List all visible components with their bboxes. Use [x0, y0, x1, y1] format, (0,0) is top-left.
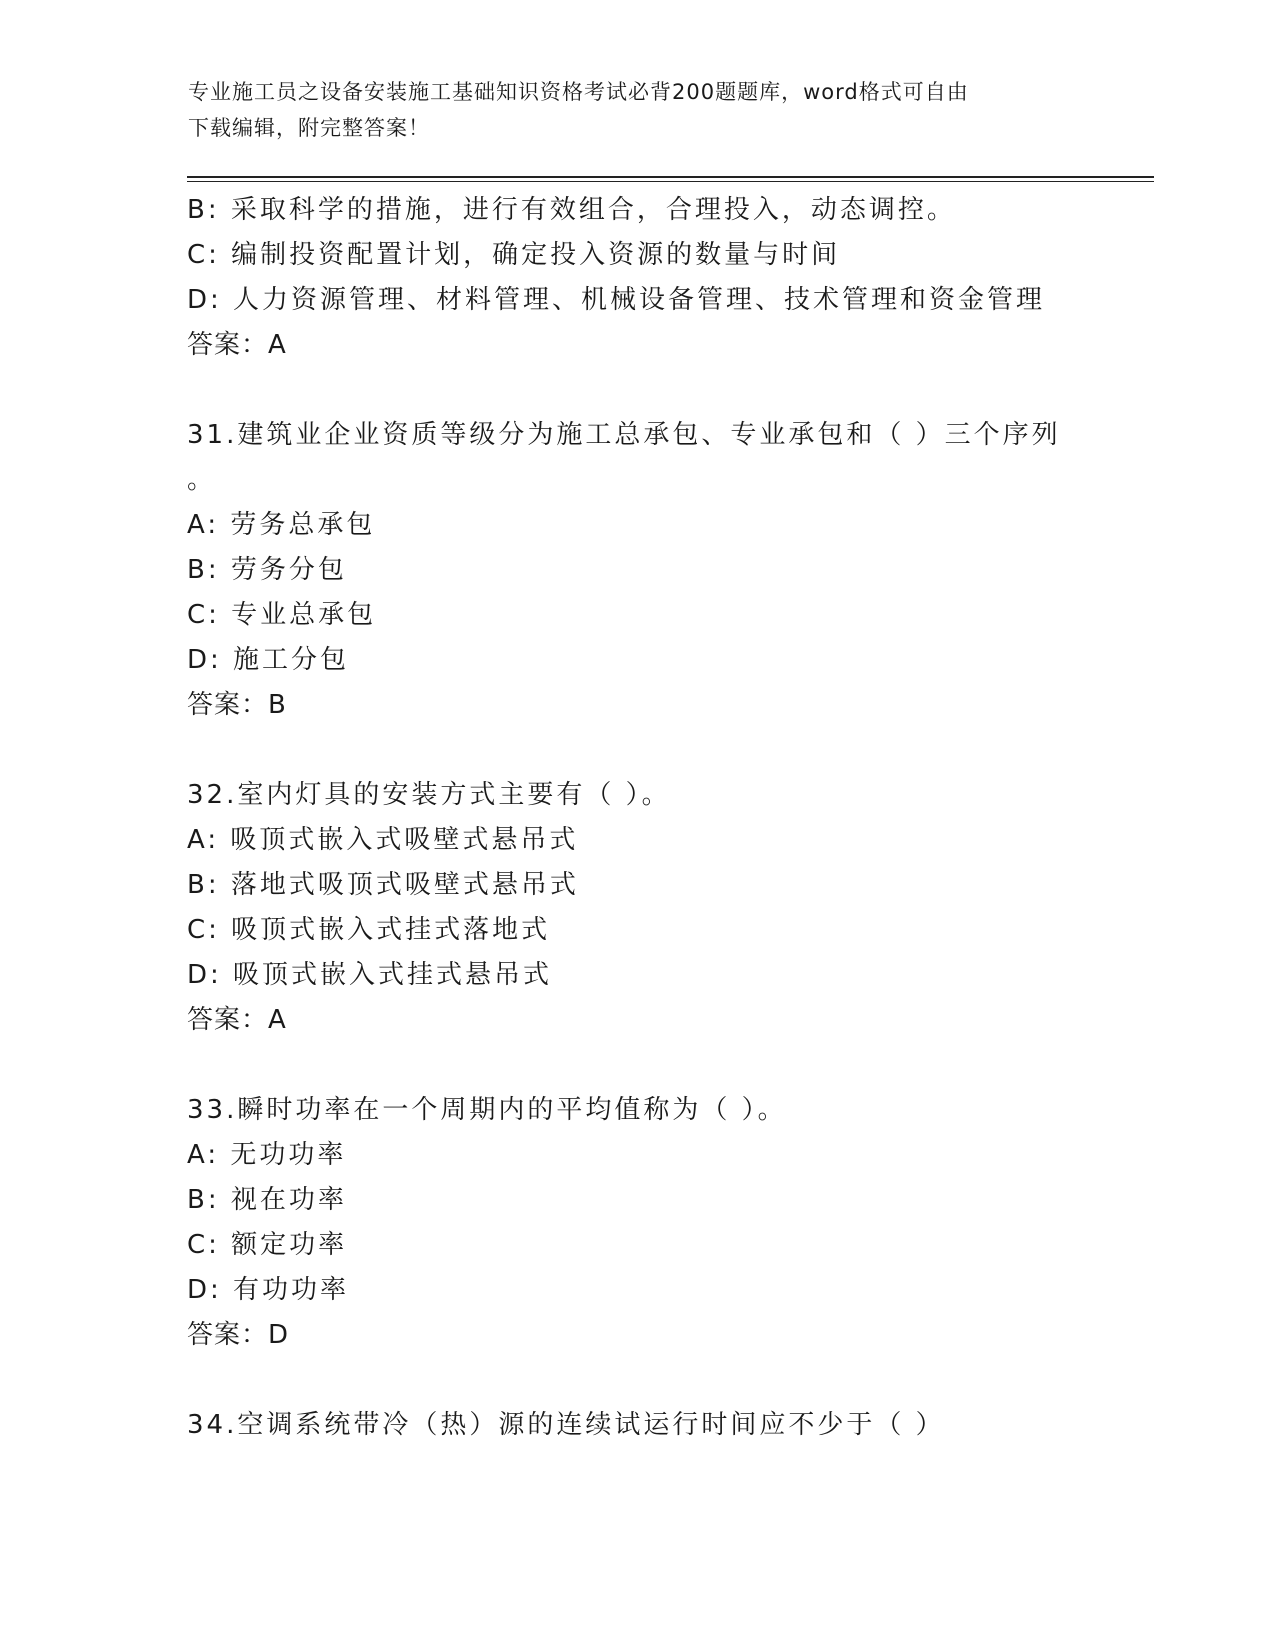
answer-label: 答案：A	[187, 330, 287, 360]
option-a: A: 劳务总承包	[187, 510, 376, 540]
header-divider-thin	[187, 181, 1154, 182]
option-b: B: 采取科学的措施，进行有效组合，合理投入，动态调控。	[187, 195, 956, 225]
option-b: B: 劳务分包	[187, 555, 347, 585]
option-a: A: 吸顶式嵌入式吸壁式悬吊式	[187, 825, 579, 855]
option-b: B: 视在功率	[187, 1185, 347, 1215]
option-b: B: 落地式吸顶式吸壁式悬吊式	[187, 870, 579, 900]
option-d: D: 有功功率	[187, 1275, 350, 1305]
question-text-continued: 。	[187, 465, 217, 495]
answer-label: 答案：B	[187, 690, 287, 720]
option-a: A: 无功功率	[187, 1140, 347, 1170]
option-c: C: 吸顶式嵌入式挂式落地式	[187, 915, 551, 945]
question-31	[187, 413, 1087, 728]
option-c: C: 专业总承包	[187, 600, 377, 630]
option-d: D: 吸顶式嵌入式挂式悬吊式	[187, 960, 553, 990]
option-c: C: 编制投资配置计划，确定投入资源的数量与时间	[187, 240, 841, 270]
header-divider-thick	[187, 176, 1154, 178]
question-34	[187, 1403, 1087, 1448]
question-text: 31.建筑业企业资质等级分为施工总承包、专业承包和（ ）三个序列	[187, 420, 1061, 450]
option-d: D: 施工分包	[187, 645, 350, 675]
header-title-line-1: 专业施工员之设备安装施工基础知识资格考试必背200题题库，word格式可自由	[188, 80, 969, 104]
spacer	[187, 1043, 1087, 1088]
header-title-line-2: 下载编辑，附完整答案！	[188, 116, 430, 140]
question-carryover	[187, 188, 1087, 368]
question-list	[187, 188, 1087, 1448]
answer-label: 答案：D	[187, 1320, 290, 1350]
question-text: 32.室内灯具的安装方式主要有（ ）。	[187, 780, 671, 810]
spacer	[187, 1358, 1087, 1403]
answer-label: 答案：A	[187, 1005, 287, 1035]
question-text: 34.空调系统带冷（热）源的连续试运行时间应不少于（ ）	[187, 1410, 945, 1440]
spacer	[187, 728, 1087, 773]
question-32	[187, 773, 1087, 1043]
document-header	[188, 74, 1068, 146]
option-c: C: 额定功率	[187, 1230, 348, 1260]
spacer	[187, 368, 1087, 413]
option-d: D: 人力资源管理、材料管理、机械设备管理、技术管理和资金管理	[187, 285, 1046, 315]
question-33	[187, 1088, 1087, 1358]
question-text: 33.瞬时功率在一个周期内的平均值称为（ ）。	[187, 1095, 787, 1125]
